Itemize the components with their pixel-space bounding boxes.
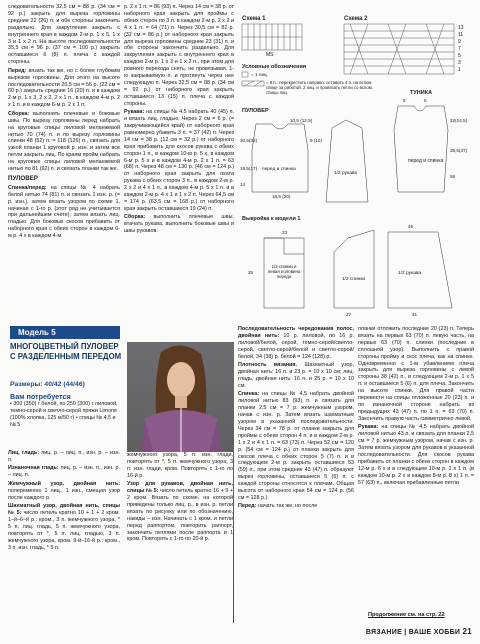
cutout-back-label: 1/2 спинки	[342, 277, 366, 282]
text-column-5	[358, 326, 474, 608]
svg-text:5: 5	[403, 98, 406, 103]
cutout-sleeve-label: 1/2 рукава	[398, 271, 422, 276]
paragraph-text: 10 р. лиловой, по 16 р. лиловой/белой, серой, темно-серой/светло-серой, светло-серой/белой и светло-серой/белой, 34 (38) р. белой = 124 (128) р.	[238, 332, 354, 360]
paragraph	[8, 465, 120, 479]
paragraph-text: выполнить плечевые и боковые швы. По вырезу горловины перед набрать на круговые спицы лиловой меланжевой нитью 70 (74) п. и по вырезу горловины спинки 48 (52) п. = 118 (126) п., связать для узкой планки 1 круговой р. изн. и затем все петли закрыть лиц. По краям пройм набрать на круговые спицы лиловой меланжевой нитью по 81 (92) п. и связать планки так же.	[8, 110, 120, 173]
svg-text:25: 25	[248, 270, 254, 275]
tunic-label: ТУНИКА	[410, 90, 433, 96]
svg-text:9 (10): 9 (10)	[310, 138, 323, 143]
svg-text:30,5(32): 30,5(32)	[240, 138, 258, 143]
paragraph-text: на спицы № 4,5 набрать 40 (45) п. и вязать лиц. гладью. Через 2 см = 6 р. (= закручивающийся край) от наборного края равномерно убавить 3 п. = 37 (42) п. Через 14 см = 38 р. (12 см = 32 р.) от наборного края прибавить для скосов рукава с обеих сторон 1 п., в каждом 10-м р. 5 х, в каждом 6-м р. 5 х и в каждом 4-м р. 2 х 1 п. = 63 (68) п. Через 48 см = 130 р. (46 см = 124 р.) от наборного края закрыть для оката рукава с обеих сторон 3 п., в каждом 2-м р. 2 х 2 и 4 х 1 п., в каждом 4-м р. 5 х 1 п. и в каждом 2-м р. 4 х 1 и 1 х 2 п. Через 64,5 см = 174 р. (63,5 см = 168 р.) от наборного края закрыть оставшиеся 19 (24) п.	[124, 109, 234, 212]
paragraph-lead: Спинка/перед:	[8, 184, 47, 191]
legend-item-2-wrap	[266, 80, 376, 96]
paragraph	[124, 109, 234, 213]
patterns-diagram	[238, 2, 478, 320]
legend-title: Условные обозначения	[242, 64, 307, 70]
paragraph-lead: Сборка:	[8, 110, 30, 117]
text-column-3	[127, 452, 233, 628]
paragraph: планки отложить последние 20 (23) п. Теперь вязать на первых 63 (70) п. левую часть, на первых 63 (70) п. слинки (последние в сплошной узор). Выполнить с правой стороны пройму и скос плеча, как на спинке. Одновременно с 1-м убавлением плеча закрыть для выреза горловины с левой стороны 38 (42) п., в следующем 2-м р. 1 х 5 п. и оставшиеся 5 (6) п. для плеча. Закончить на высоте спинки. Для правой части перевести на спицы отложенные 20 (23) п. и по изнаночной стороне набрать из предыдущих 43 (47) п. по 1 п. = 63 (70) п. Закончить правую часть симметрично левой.	[358, 326, 474, 422]
paragraph-lead: Жемчужный узор, двойная нить:	[8, 480, 120, 487]
tunic-schematic	[394, 106, 448, 192]
paragraph-lead: Перед:	[8, 67, 27, 74]
cutout-piece-wrap	[266, 264, 302, 294]
svg-text:22(24,5): 22(24,5)	[450, 118, 468, 123]
continued-link[interactable]: Продолжение см. на стр. 22	[368, 612, 445, 618]
scheme-1-grid	[242, 24, 302, 50]
ms-label: MS	[266, 52, 274, 58]
paragraph-lead: Спинка:	[238, 391, 260, 398]
cutout-piece-label: 1/2 спинки и левая половина переда	[267, 264, 301, 280]
paragraph-lead: Плотность вязания.	[238, 362, 298, 369]
paragraph	[8, 450, 120, 464]
paragraph	[238, 326, 354, 361]
pullover-piece-label: перед и спинка	[262, 167, 296, 172]
pullover-schematic	[252, 120, 368, 202]
pullover-label: ПУЛОВЕР	[242, 108, 269, 114]
paragraph-text: попеременно 1 лиц., 1 изн., смещая узор после каждого р.	[8, 487, 120, 501]
paragraph-text: на спицы № 4 набрать белой нитью 74 (81) п. и связать 1 изн. р. (= р. изн.), затем вязать узором по схеме 1, начиная с 1-го р. (этот ряд не учитывается при дальнейшем счете); затем вязать лиц. гладью. Для боковых скосов прибавить от наборного края с обеих сторон в каждом 6-м р. 4 х в каждом 4-м	[8, 184, 120, 240]
section-heading: ПУЛОВЕР	[8, 174, 38, 182]
paragraph-text: выполнить плечевые швы, втачать рукава, выполнить боковые швы и швы рукавов.	[124, 214, 234, 235]
paragraph-text: число петель кратно 10 + 1 + 2 кром. 1–й–6–й р.: кром., 3 п. жемчужного узора, * 5 п. лиц. гладь, 5 п. жемчужного узора, повторять от *, 5 п. лиц. гладью, 3 п. жемчужного узора, кром. 9-й–16-й р.: кром., 3 п. изн. гладь, * 5 п.	[8, 510, 120, 551]
page-number: 21	[462, 627, 472, 636]
svg-text:6: 6	[424, 98, 427, 103]
paragraph-text: Шахматный узор, двойная нить: 16 п. и 23 р. = 10 х 10 см; лиц. гладь, двойная нить: 16 п. и 25 р. = 10 х 10 см.	[238, 362, 354, 389]
svg-text:1: 1	[458, 67, 461, 73]
legend-swatch	[242, 72, 248, 77]
paragraph	[8, 481, 120, 502]
paragraph-lead: Последовательность чередования полос, двойная нить:	[238, 326, 354, 339]
svg-text:27: 27	[346, 312, 352, 317]
paragraph	[238, 391, 354, 502]
cutout-label: Выкройка к модели 1	[242, 216, 301, 222]
paragraph-text: на спицы № 4,5 набрать двойной лиловой нитью 43 п. и связать для планки 2,5 см = 7 р. жемчужным узором, начав с изн. р. Затем вязать узором для рукавов в указанной последовательности. Для скосов рукава прибавить от планки с обеих сторон в каждом 12-м р. 6 х и в следующем 10-м р. 1 х 1 п. (в каждом 10-м р. 2 х и каждом 8-м р. 8 х) 1 п. = 57 (63) п., включая прибавленные петли	[358, 424, 474, 486]
text-column-4	[238, 326, 354, 626]
paragraph-lead: Узор для рукавов, двойная нить, спицы № 5:	[127, 481, 233, 495]
svg-text:7: 7	[458, 46, 461, 52]
svg-text:9: 9	[458, 39, 461, 45]
paragraph: р. 2 х 1 п. = 86 (93) п. Через 14 см = 38 р. от наборного края закрыть для проймы с обеих сторон по 3 п. в каждом 2-м р. 2 х 2 и 4 х 1 п. = 64 (71) п. Через 30,5 см = 82 р. (32 см = 86 р.) от наборного края закрыть для выреза горловины средние 23 (31) п. и обе стороны закончить раздельно. Для закругления закрыть с внутреннего края в каждом 2-м р. 1 х 3 и 1 х 2 п., при этом для ровного перехода снять, не провязывая, 1-ю закрываемую п. и протянуть через нее следующую п. Через 32,5 см = 88 р. (34 см = 92 р.) от наборного края закрыть оставшиеся 13 (15) п. плеча с каждой стороны.	[124, 4, 234, 107]
paragraph-lead: Рукава:	[124, 109, 145, 116]
paragraph-text: начать так же, но после	[257, 503, 318, 510]
paragraph: жемчужного узора, 5 п. изн. глади, повторять от *, 5 п. жемчужного узора, 3 п. изн. глади, кром. Повторять с 1-го по 16-й р.	[127, 452, 233, 479]
paragraph	[124, 214, 234, 235]
paragraph	[358, 424, 474, 486]
text-column-lower-left	[8, 450, 120, 626]
materials-heading: Вам потребуется	[10, 392, 71, 401]
cable-symbol-icon	[244, 81, 262, 86]
sizes-label: Размеры: 40/42 (44/46)	[10, 381, 85, 388]
paragraph-text: лиц. р. – лиц. п., изн. р. – изн. п.	[8, 450, 120, 463]
text-column-2	[124, 4, 234, 322]
page-footer	[366, 627, 472, 636]
paragraph-lead: Сборка:	[124, 214, 146, 221]
svg-text:41: 41	[412, 312, 418, 317]
svg-text:10,5 (12,5): 10,5 (12,5)	[290, 118, 313, 123]
model-title: МНОГОЦВЕТНЫЙ ПУЛОВЕР С РАЗДЕЛЕННЫМ ПЕРЕДОМ	[10, 342, 122, 361]
paragraph	[8, 503, 120, 551]
svg-text:14: 14	[240, 182, 246, 187]
paragraph	[238, 503, 354, 510]
paragraph-text: вязать так же, но с более глубоким вырезом горловины. Для этого на высоте последовательности 20,5 см = 56 р. (22 см = 60 р.) закрыть средние 16 (20) п. и в каждом 2-м р. 1 х 3, 2 х 2, 2 х 1 п., в каждом 4-м р. 2 х 1 п. и в каждом 6-м р. 2 х 1 п.	[8, 67, 120, 109]
magazine-name: ВЯЗАНИЕ | ВАШЕ ХОББИ	[365, 629, 461, 636]
svg-text:23: 23	[282, 230, 288, 235]
svg-text:11: 11	[458, 32, 464, 38]
paragraph	[127, 481, 233, 543]
paragraph-text: на спицы № 4,5 набрать двойной лиловой нитью 83 (93) п. и связать для планки 2,5 см = 7 р. жемчужным узором, начав с изн. р. Затем вязать шахматным узором в указанной последовательности. Через 34 см = 78 р. от планки закрыть для проймы с обеих сторон 4 п. и в каждом 2-м р. 1 х 2 и 4 х 1 п. = 63 (73) п. Через 52 см = 120 р. (54 см = 124 р.) от планки закрыть для скосов плеча с обеих сторон 5 (7) п. и в следующем 2-м р. закрыть оставшиеся 53 (59) п., при этом средние 43 (47) п. образуют вырез горловины, оставшиеся 5 (6) п. с каждой стороны относятся к плечам. Общая высота от наборного края 54 см = 124 р. (56 см = 128 р.).	[238, 391, 354, 501]
materials-text: • 300 (350) г белой, по 250 (300) г лиловой, темно-серой и светло-серой пряжи Limone (100% хлопка, 125 м/50 г) • спицы № 4,5 и № 5	[10, 401, 118, 428]
paragraph-lead: Рукава:	[358, 424, 379, 431]
svg-text:13: 13	[458, 25, 464, 31]
paragraph	[8, 111, 120, 173]
pullover-sleeve-label: 1/2 рукава	[334, 171, 358, 176]
scheme-1-label: Схема 1	[242, 16, 266, 22]
svg-text:5: 5	[458, 53, 461, 59]
scheme-2-row-numbers	[458, 25, 464, 73]
paragraph-lead: Перед:	[238, 503, 257, 510]
materials-block	[10, 392, 122, 429]
paragraph	[8, 185, 120, 240]
scheme-2-grid	[344, 24, 454, 74]
svg-text:35,5(37): 35,5(37)	[450, 148, 468, 153]
text-column-1	[8, 4, 120, 322]
scheme-2-label: Схема 2	[344, 16, 368, 22]
legend-item-1: = 1 лиц.	[251, 72, 268, 77]
tunic-piece-label: перед и спинка	[408, 158, 444, 164]
model-tag: Модель 5	[10, 326, 120, 339]
paragraph-text: лиц. р. – изн. п., изн. р. – лиц. п.	[8, 465, 120, 479]
svg-text:56: 56	[450, 174, 456, 179]
paragraph-text: число петель кратно 16 + 9 + 2 кром. Вязать по схеме, на которой приведены только лиц. р., в изн. р. петли вязать по рисунку или по обозначению, накиды – изн. Начинать с 1 кром. и петли перед раппортом, повторить раппорт, закончить петлями после раппорта и 1 кром. Повторять с 1-го по 20-й р.	[127, 488, 233, 543]
paragraph	[238, 362, 354, 390]
paragraph	[8, 68, 120, 109]
svg-text:45: 45	[408, 224, 414, 229]
paragraph: следовательности 32,5 см = 88 р. (34 см = 92 р.) закрыть для выреза горловины средние 22 (26) п. и обе стороны закончить раздельно. Для закругления закрыть с внутреннего края в каждом 2-м р. 1 х 5, 1 х 3 и 1 х 2 п. На высоте последовательности 35,5 см = 96 р. (37 см = 100 р.) закрыть оставшиеся 6 (8) п. плеча с каждой стороны.	[8, 4, 120, 66]
paragraph-lead: Изнаночная гладь:	[8, 465, 59, 472]
svg-text:16,5(17): 16,5(17)	[240, 166, 258, 171]
legend-item-2: = 8 п.: перекрестить направо: оставить 4 п. на вспом. спице за работой, 2 лиц. и провязать петли со вспом. спицы лиц.	[266, 80, 373, 95]
svg-text:3: 3	[458, 60, 461, 66]
paragraph-lead: Лиц. гладь:	[8, 450, 40, 456]
paragraph-lead: Шахматный узор, двойная нить, спицы № 5:	[8, 503, 120, 517]
svg-text:18,5 (20): 18,5 (20)	[272, 194, 291, 199]
